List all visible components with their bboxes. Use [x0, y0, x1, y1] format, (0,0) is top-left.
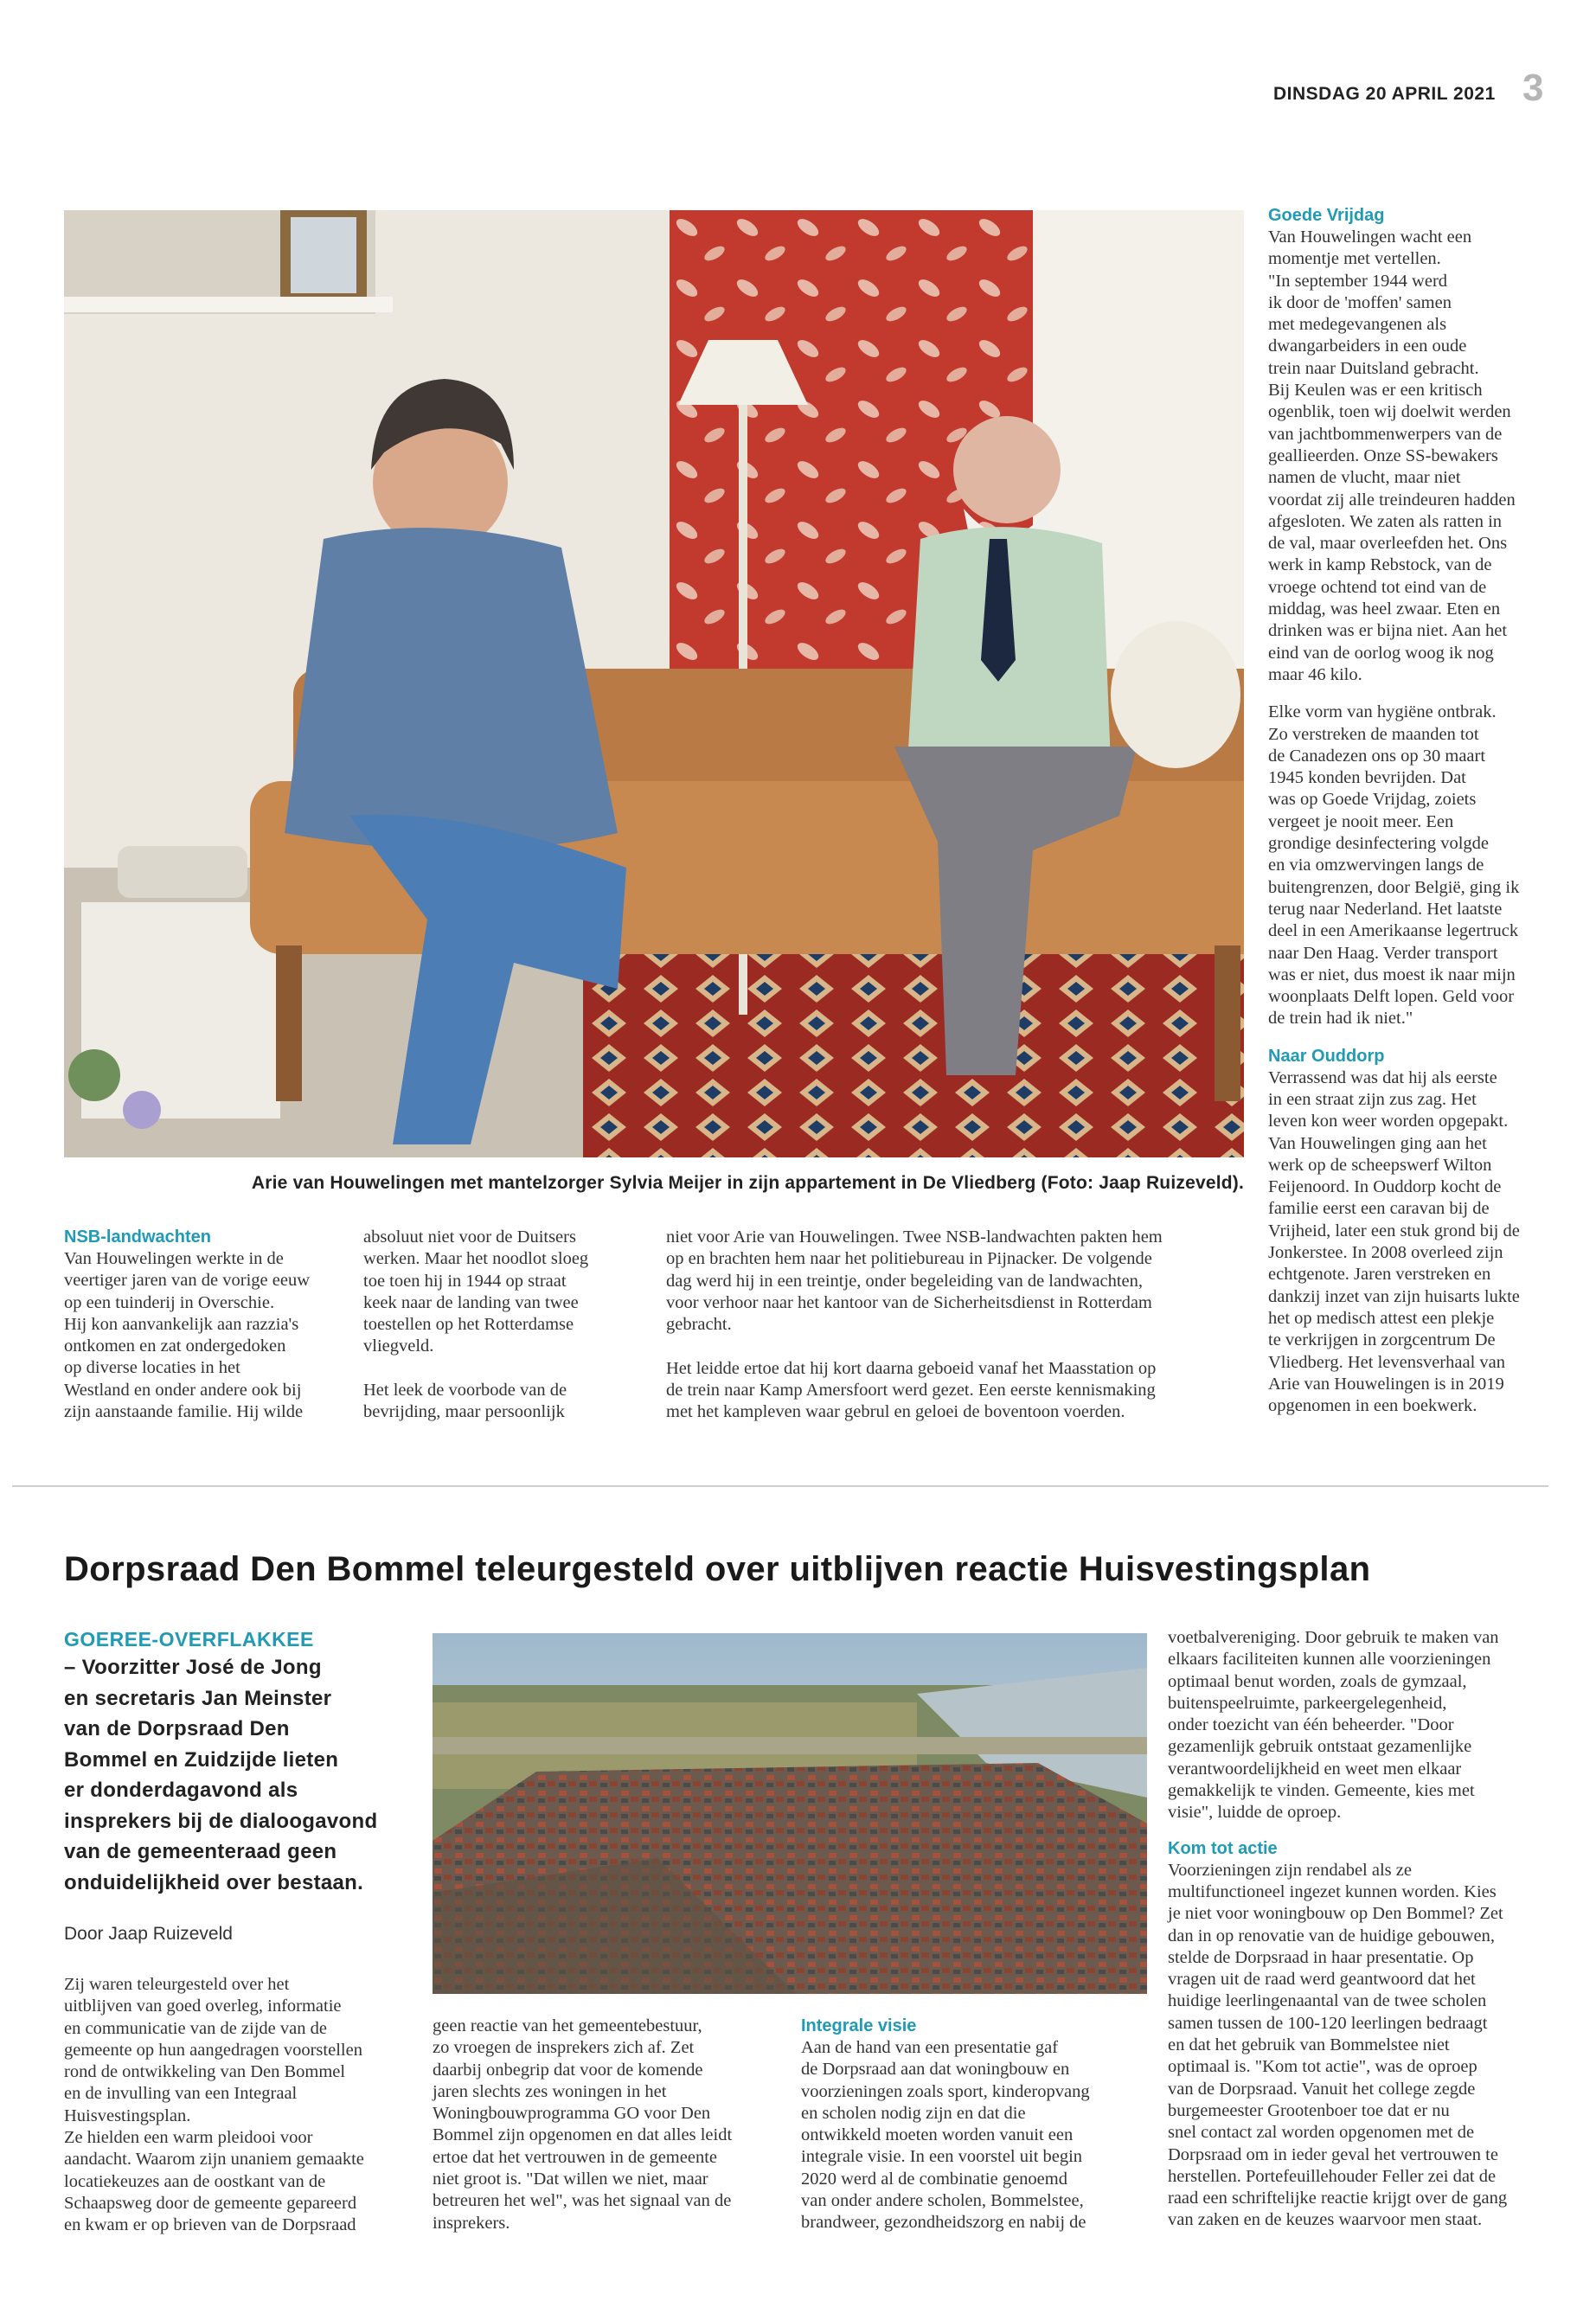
photo-caption: Arie van Houwelingen met mantelzorger Sylvia Meijer in zijn appartement in De Vliedberg (Foto: Jaap Ruizeveld). [251, 1173, 1244, 1193]
article2-lead: – Voorzitter José de Jong en secretaris Jan Meinster van de Dorpsraad Den Bommel en Zuidzijde lieten er donderdagavond als insprekers bij de dialoogavond van de gemeenteraad geen onduidelijkheid over bestaan. [64, 1656, 378, 1894]
article2-col1 [64, 1626, 419, 2237]
subhead-nsb-landwachten: NSB-landwachten [64, 1227, 212, 1247]
subhead-naar-ouddorp: Naar Ouddorp [1268, 1046, 1385, 1066]
article2-headline: Dorpsraad Den Bommel teleurgesteld over uitblijven reactie Huisvestingsplan [64, 1550, 1371, 1588]
page-number: 3 [1522, 67, 1544, 109]
section-divider [12, 1485, 1548, 1487]
article1-right-text3: Verrassend was dat hij als eerste in een straat zijn zus zag. Het leven kon weer worden opgepakt. Van Houwelingen ging aan het werk op de scheepswerf Wilton Feijenoord. In Ouddorp kocht de familie eerst een caravan bij de Vrijheid, later een stuk grond bij de Jonkerstee. In 2008 overleed zijn echtgenote. Jaren verstreken en dankzij inzet van zijn huisarts lukte het op medisch attest een plekje te verkrijgen in zorgcentrum De Vliedberg. Het levensverhaal van Arie van Houwelingen is in 2019 opgenomen in een boekwerk. [1268, 1067, 1520, 1416]
aerial-photo [433, 1633, 1147, 1994]
interview-photo [64, 210, 1244, 1157]
subhead-integrale-visie: Integrale visie [801, 2016, 917, 2035]
article1-col1-text: Van Houwelingen werkte in de veertiger jaren van de vorige eeuw op een tuinderij in Overschie. Hij kon aanvankelijk aan razzia's ontkomen en zat ondergedoken op diverse locaties in het Westland en onder andere ook bij zijn aanstaande familie. Hij wilde [64, 1249, 311, 1422]
article2-col4 [1168, 1627, 1583, 2232]
subhead-goede-vrijdag: Goede Vrijdag [1268, 206, 1385, 225]
article2-col3-text: Aan de hand van een presentatie gaf de Dorpsraad aan dat woningbouw en voorzieningen zoals sport, kinderopvang en scholen nodig zijn en dat die ontwikkeld moeten worden vanuit een integrale visie. In een voorstel uit begin 2020 werd al de combinatie genoemd van onder andere scholen, Bommelstee, brandweer, gezondheidszorg en nabij de [801, 2038, 1090, 2233]
article1-col2-text: absoluut niet voor de Duitsers werken. Maar het noodlot sloeg toe toen hij in 1944 op straat keek naar de landing van twee toestellen op het Rotterdamse vliegveld. Het leek de voorbode van de bevrijding, maar persoonlijk [363, 1227, 589, 1422]
article1-col3-text: niet voor Arie van Houwelingen. Twee NSB-landwachten pakten hem op en brachten hem naar het politiebureau in Pijnacker. De volgende dag werd hij in een treintje, onder begeleiding van de landwachten, voor verhoor naar het kantoor van de Sicherheitsdienst in Rotterdam gebracht. Het leidde ertoe dat hij kort daarna geboeid vanaf het Maasstation op de trein naar Kamp Amersfoort werd gezet. Een eerste kennismaking met het kampleven waar gebrul en geloei de boventoon voerden. [666, 1227, 1163, 1422]
aerial-photo-image [433, 1633, 1147, 1994]
article2-col2-text: geen reactie van het gemeentebestuur, zo vroegen de insprekers zich af. Zet daarbij onbegrip dat voor de komende jaren slechts zes woningen in het Woningbouwprogramma GO voor Den Bommel zijn opgenomen en dat alles leidt ertoe dat het vertrouwen in de gemeente niet groot is. "Dat willen we niet, maar betreuren het wel", was het signaal van de insprekers. [433, 2016, 733, 2233]
article2-col3 [801, 2016, 1147, 2234]
subhead-kom-tot-actie: Kom tot actie [1168, 1838, 1278, 1858]
article2-col4-text1: voetbalvereniging. Door gebruik te maken van elkaars faciliteiten kunnen alle voorzieningen optimaal benut worden, zoals de gymzaal, buitenspeelruimte, parkeergelegenheid, onder toezicht van één beheerder. "Door gezamenlijk gebruik ontstaat gezamenlijke verantwoordelijkheid en weet men elkaar gemakkelijk te vinden. Gemeente, kies met visie", luidde de oproep. [1168, 1628, 1499, 1823]
page-date: DINSDAG 20 APRIL 2021 [1273, 84, 1496, 104]
article2-byline: Door Jaap Ruizeveld [64, 1924, 233, 1944]
article2-dateline: GOEREE-OVERFLAKKEE [64, 1628, 314, 1650]
article2-col4-text2: Voorzieningen zijn rendabel als ze multifunctioneel ingezet kunnen worden. Kies je niet voor woningbouw op Den Bommel? Zet dan in op renovatie van de huidige gebouwen, stelde de Dorpsraad in haar presentatie. Op vragen uit de raad werd geantwoord dat het huidige leerlingenaantal van de twee scholen samen tussen de 100-120 leerlingen bedraagt en dat het gebruik van Bommelstee niet optimaal is. "Kom tot actie", was de oproep van de Dorpsraad. Vanuit het college zegde burgemeester Grootenboer toe dat er nu snel contact zal worden opgenomen met de Dorpsraad om in ieder geval het vertrouwen te herstellen. Portefeuillehouder Feller zei dat de raad een schriftelijke reactie krijgt over de gang van zaken en de keuzes waarvoor men staat. [1168, 1860, 1508, 2230]
article1-right-text2: Elke vorm van hygiëne ontbrak. Zo verstreken de maanden tot de Canadezen ons op 30 maart 1945 konden bevrijden. Dat was op Goede Vrijdag, zoiets vergeet je nooit meer. Een grondige desinfectering volgde en via omzwervingen langs de buitengrenzen, door België, ging ik terug naar Nederland. Het laatste deel in een Amerikaanse legertruck naar Den Haag. Verder transport was er niet, dus moest ik naar mijn woonplaats Delft lopen. Geld voor de trein had ik niet." [1268, 702, 1520, 1029]
article1-right-column [1268, 205, 1580, 1417]
article2-col1-text: Zij waren teleurgesteld over het uitblijven van goed overleg, informatie en communicatie van de zijde van de gemeente op hun aangedragen voorstellen rond de ontwikkeling van Den Bommel en de invulling van een Integraal Huisvestingsplan. Ze hielden een warm pleidooi voor aandacht. Waarom zijn unaniem gemaakte locatiekeuzes aan de oostkant van de Schaapsweg door de gemeente gepareerd en kwam er op brieven van de Dorpsraad [64, 1975, 364, 2235]
article1-col1 [64, 1227, 349, 1423]
article1-right-text1: Van Houwelingen wacht een momentje met vertellen. "In september 1944 werd ik door de 'moffen' samen met medegevangenen als dwangarbeiders in een oude trein naar Duitsland gebracht. Bij Keulen was er een kritisch ogenblik, toen wij doelwit werden van jachtbommenwerpers van de geallieerden. Onze SS-bewakers namen de vlucht, maar niet voordat zij alle treindeuren hadden afgesloten. We zaten als ratten in de val, maar overleefden het. Ons werk in kamp Rebstock, van de vroege ochtend tot eind van de middag, was heel zwaar. Eten en drinken was er bijna niet. Aan het eind van de oorlog woog ik nog maar 46 kilo. [1268, 228, 1516, 684]
interview-photo-image [64, 210, 1244, 1157]
